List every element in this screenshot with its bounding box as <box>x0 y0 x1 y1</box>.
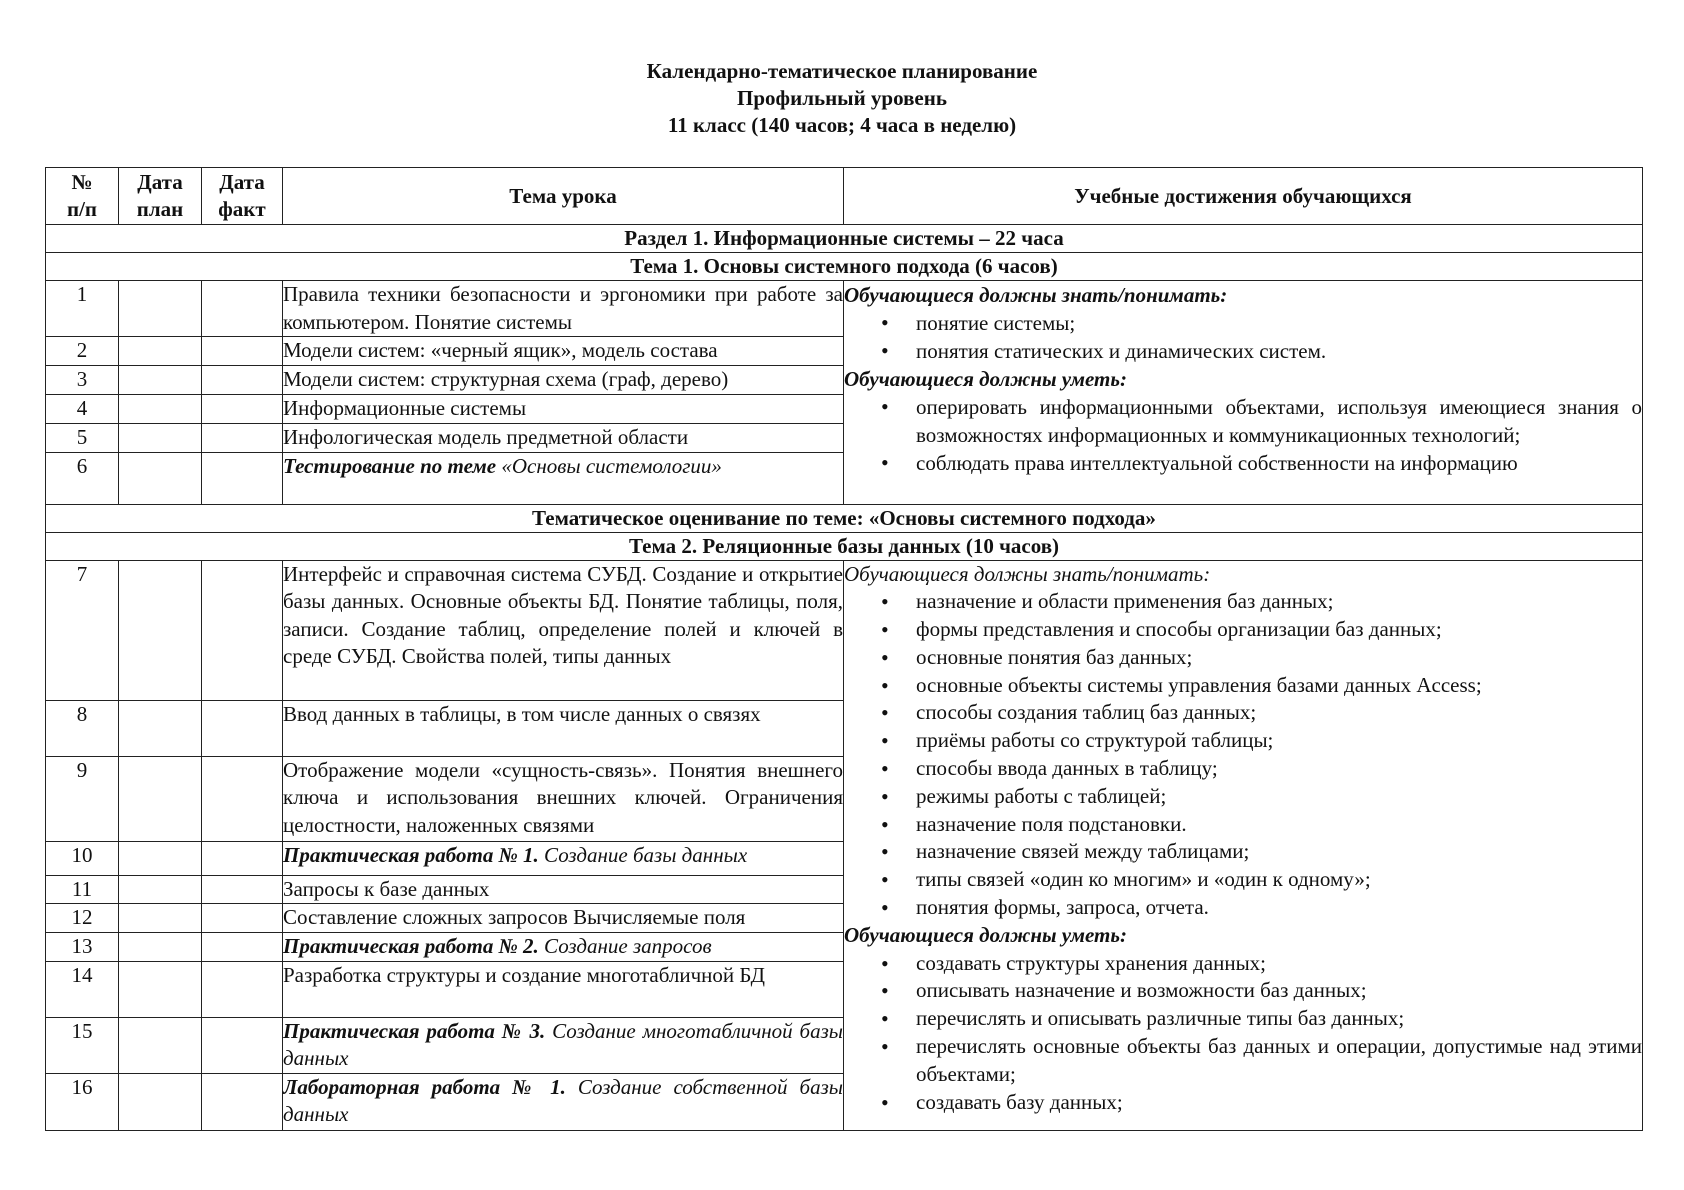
date-plan-cell <box>119 961 202 1017</box>
lesson-number: 9 <box>46 756 119 841</box>
able-list <box>844 950 1642 1117</box>
list-item: • соблюдать права интеллектуальной собственности на информацию <box>844 449 1642 477</box>
table-row <box>46 560 1643 700</box>
date-fact-cell <box>202 1017 283 1073</box>
list-item: • формы представления и способы организации баз данных; <box>844 616 1642 644</box>
list-item: • способы создания таблиц баз данных; <box>844 699 1642 727</box>
list-item: • перечислять основные объекты баз данных и операции, допустимые над этими объектами; <box>844 1033 1642 1089</box>
lesson-topic: Составление сложных запросов Вычисляемые поля <box>283 904 844 933</box>
date-plan-cell <box>119 337 202 366</box>
achievements-cell <box>844 560 1643 1130</box>
date-plan-cell <box>119 1017 202 1073</box>
col-achievements-header: Учебные достижения обучающихся <box>844 168 1643 225</box>
list-item: • назначение и области применения баз данных; <box>844 588 1642 616</box>
date-fact-cell <box>202 281 283 337</box>
list-item: • создавать базу данных; <box>844 1089 1642 1117</box>
date-fact-cell <box>202 366 283 395</box>
date-plan-cell <box>119 423 202 452</box>
theme-row <box>46 532 1643 560</box>
col-date-plan-header: Дата план <box>119 168 202 225</box>
lesson-topic: Практическая работа № 1. Создание базы данных <box>283 841 844 875</box>
date-fact-cell <box>202 841 283 875</box>
lesson-number: 12 <box>46 904 119 933</box>
lesson-topic: Информационные системы <box>283 395 844 424</box>
date-fact-cell <box>202 932 283 961</box>
section-title: Раздел 1. Информационные системы – 22 часа <box>46 225 1643 253</box>
section-row <box>46 225 1643 253</box>
lesson-topic: Ввод данных в таблицы, в том числе данных о связях <box>283 700 844 756</box>
date-fact-cell <box>202 337 283 366</box>
know-heading: Обучающиеся должны знать/понимать: <box>844 283 1228 307</box>
list-item: • основные объекты системы управления базами данных Access; <box>844 672 1642 700</box>
date-fact-cell <box>202 395 283 424</box>
col-num-header: № п/п <box>46 168 119 225</box>
date-plan-cell <box>119 281 202 337</box>
lesson-topic: Модели систем: «черный ящик», модель состава <box>283 337 844 366</box>
list-item: • оперировать информационными объектами, используя имеющиеся знания о возможностях информационных и коммуникационных технологий; <box>844 393 1642 449</box>
date-plan-cell <box>119 932 202 961</box>
date-fact-cell <box>202 756 283 841</box>
table-row <box>46 281 1643 337</box>
date-fact-cell <box>202 904 283 933</box>
lesson-number: 14 <box>46 961 119 1017</box>
lesson-topic: Тестирование по теме «Основы системологии» <box>283 452 844 504</box>
achievements-cell <box>844 281 1643 505</box>
list-item: • приёмы работы со структурой таблицы; <box>844 727 1642 755</box>
lesson-number: 7 <box>46 560 119 700</box>
know-list <box>844 309 1642 365</box>
assessment-title: Тематическое оценивание по теме: «Основы системного подхода» <box>46 504 1643 532</box>
title-line-2: Профильный уровень <box>737 86 947 110</box>
lesson-number: 5 <box>46 423 119 452</box>
list-item: • способы ввода данных в таблицу; <box>844 755 1642 783</box>
lesson-topic: Запросы к базе данных <box>283 875 844 904</box>
lesson-topic: Правила техники безопасности и эргономики при работе за компьютером. Понятие системы <box>283 281 844 337</box>
lesson-number: 11 <box>46 875 119 904</box>
lesson-number: 2 <box>46 337 119 366</box>
date-fact-cell <box>202 452 283 504</box>
lesson-topic: Отображение модели «сущность-связь». Понятия внешнего ключа и использования внешних ключей. Ограничения целостности, наложенных связями <box>283 756 844 841</box>
lesson-number: 15 <box>46 1017 119 1073</box>
list-item: • перечислять и описывать различные типы баз данных; <box>844 1005 1642 1033</box>
col-topic-header: Тема урока <box>283 168 844 225</box>
date-fact-cell <box>202 961 283 1017</box>
know-list <box>844 588 1642 922</box>
date-plan-cell <box>119 452 202 504</box>
date-fact-cell <box>202 560 283 700</box>
date-plan-cell <box>119 366 202 395</box>
date-plan-cell <box>119 560 202 700</box>
date-fact-cell <box>202 1073 283 1130</box>
planning-table <box>45 167 1643 1131</box>
lesson-topic: Интерфейс и справочная система СУБД. Создание и открытие базы данных. Основные объекты БД. Понятие таблицы, поля, записи. Создание таблиц, определение полей и ключей в среде СУБД. Свойства полей, типы данных <box>283 560 844 700</box>
date-fact-cell <box>202 423 283 452</box>
document-title <box>0 58 1684 139</box>
lesson-topic: Практическая работа № 3. Создание многотабличной базы данных <box>283 1017 844 1073</box>
list-item: • назначение поля подстановки. <box>844 811 1642 839</box>
date-plan-cell <box>119 1073 202 1130</box>
list-item: • понятие системы; <box>844 309 1642 337</box>
date-plan-cell <box>119 875 202 904</box>
lesson-number: 1 <box>46 281 119 337</box>
lesson-number: 4 <box>46 395 119 424</box>
theme-row <box>46 253 1643 281</box>
list-item: • основные понятия баз данных; <box>844 644 1642 672</box>
lesson-topic: Инфологическая модель предметной области <box>283 423 844 452</box>
list-item: • создавать структуры хранения данных; <box>844 950 1642 978</box>
date-plan-cell <box>119 841 202 875</box>
col-date-fact-header: Дата факт <box>202 168 283 225</box>
list-item: • режимы работы с таблицей; <box>844 783 1642 811</box>
know-heading: Обучающиеся должны знать/понимать: <box>844 561 1211 586</box>
date-plan-cell <box>119 700 202 756</box>
theme-title: Тема 2. Реляционные базы данных (10 часов) <box>46 532 1643 560</box>
title-line-1: Календарно-тематическое планирование <box>646 59 1038 83</box>
date-fact-cell <box>202 875 283 904</box>
lesson-number: 8 <box>46 700 119 756</box>
lesson-topic: Модели систем: структурная схема (граф, дерево) <box>283 366 844 395</box>
lesson-topic: Лабораторная работа № 1. Создание собственной базы данных <box>283 1073 844 1130</box>
lesson-number: 10 <box>46 841 119 875</box>
list-item: • понятия статических и динамических систем. <box>844 337 1642 365</box>
list-item: • описывать назначение и возможности баз данных; <box>844 977 1642 1005</box>
list-item: • типы связей «один ко многим» и «один к одному»; <box>844 866 1642 894</box>
title-line-3: 11 класс (140 часов; 4 часа в неделю) <box>667 113 1017 137</box>
lesson-topic: Практическая работа № 2. Создание запросов <box>283 932 844 961</box>
list-item: • назначение связей между таблицами; <box>844 838 1642 866</box>
able-heading: Обучающиеся должны уметь: <box>844 922 1127 947</box>
able-list <box>844 393 1642 477</box>
lesson-number: 13 <box>46 932 119 961</box>
date-plan-cell <box>119 904 202 933</box>
date-fact-cell <box>202 700 283 756</box>
theme-title: Тема 1. Основы системного подхода (6 часов) <box>46 253 1643 281</box>
list-item: • понятия формы, запроса, отчета. <box>844 894 1642 922</box>
lesson-number: 3 <box>46 366 119 395</box>
date-plan-cell <box>119 395 202 424</box>
date-plan-cell <box>119 756 202 841</box>
able-heading: Обучающиеся должны уметь: <box>844 367 1127 391</box>
lesson-topic: Разработка структуры и создание многотабличной БД <box>283 961 844 1017</box>
assessment-row <box>46 504 1643 532</box>
lesson-number: 6 <box>46 452 119 504</box>
header-row <box>46 168 1643 225</box>
lesson-number: 16 <box>46 1073 119 1130</box>
